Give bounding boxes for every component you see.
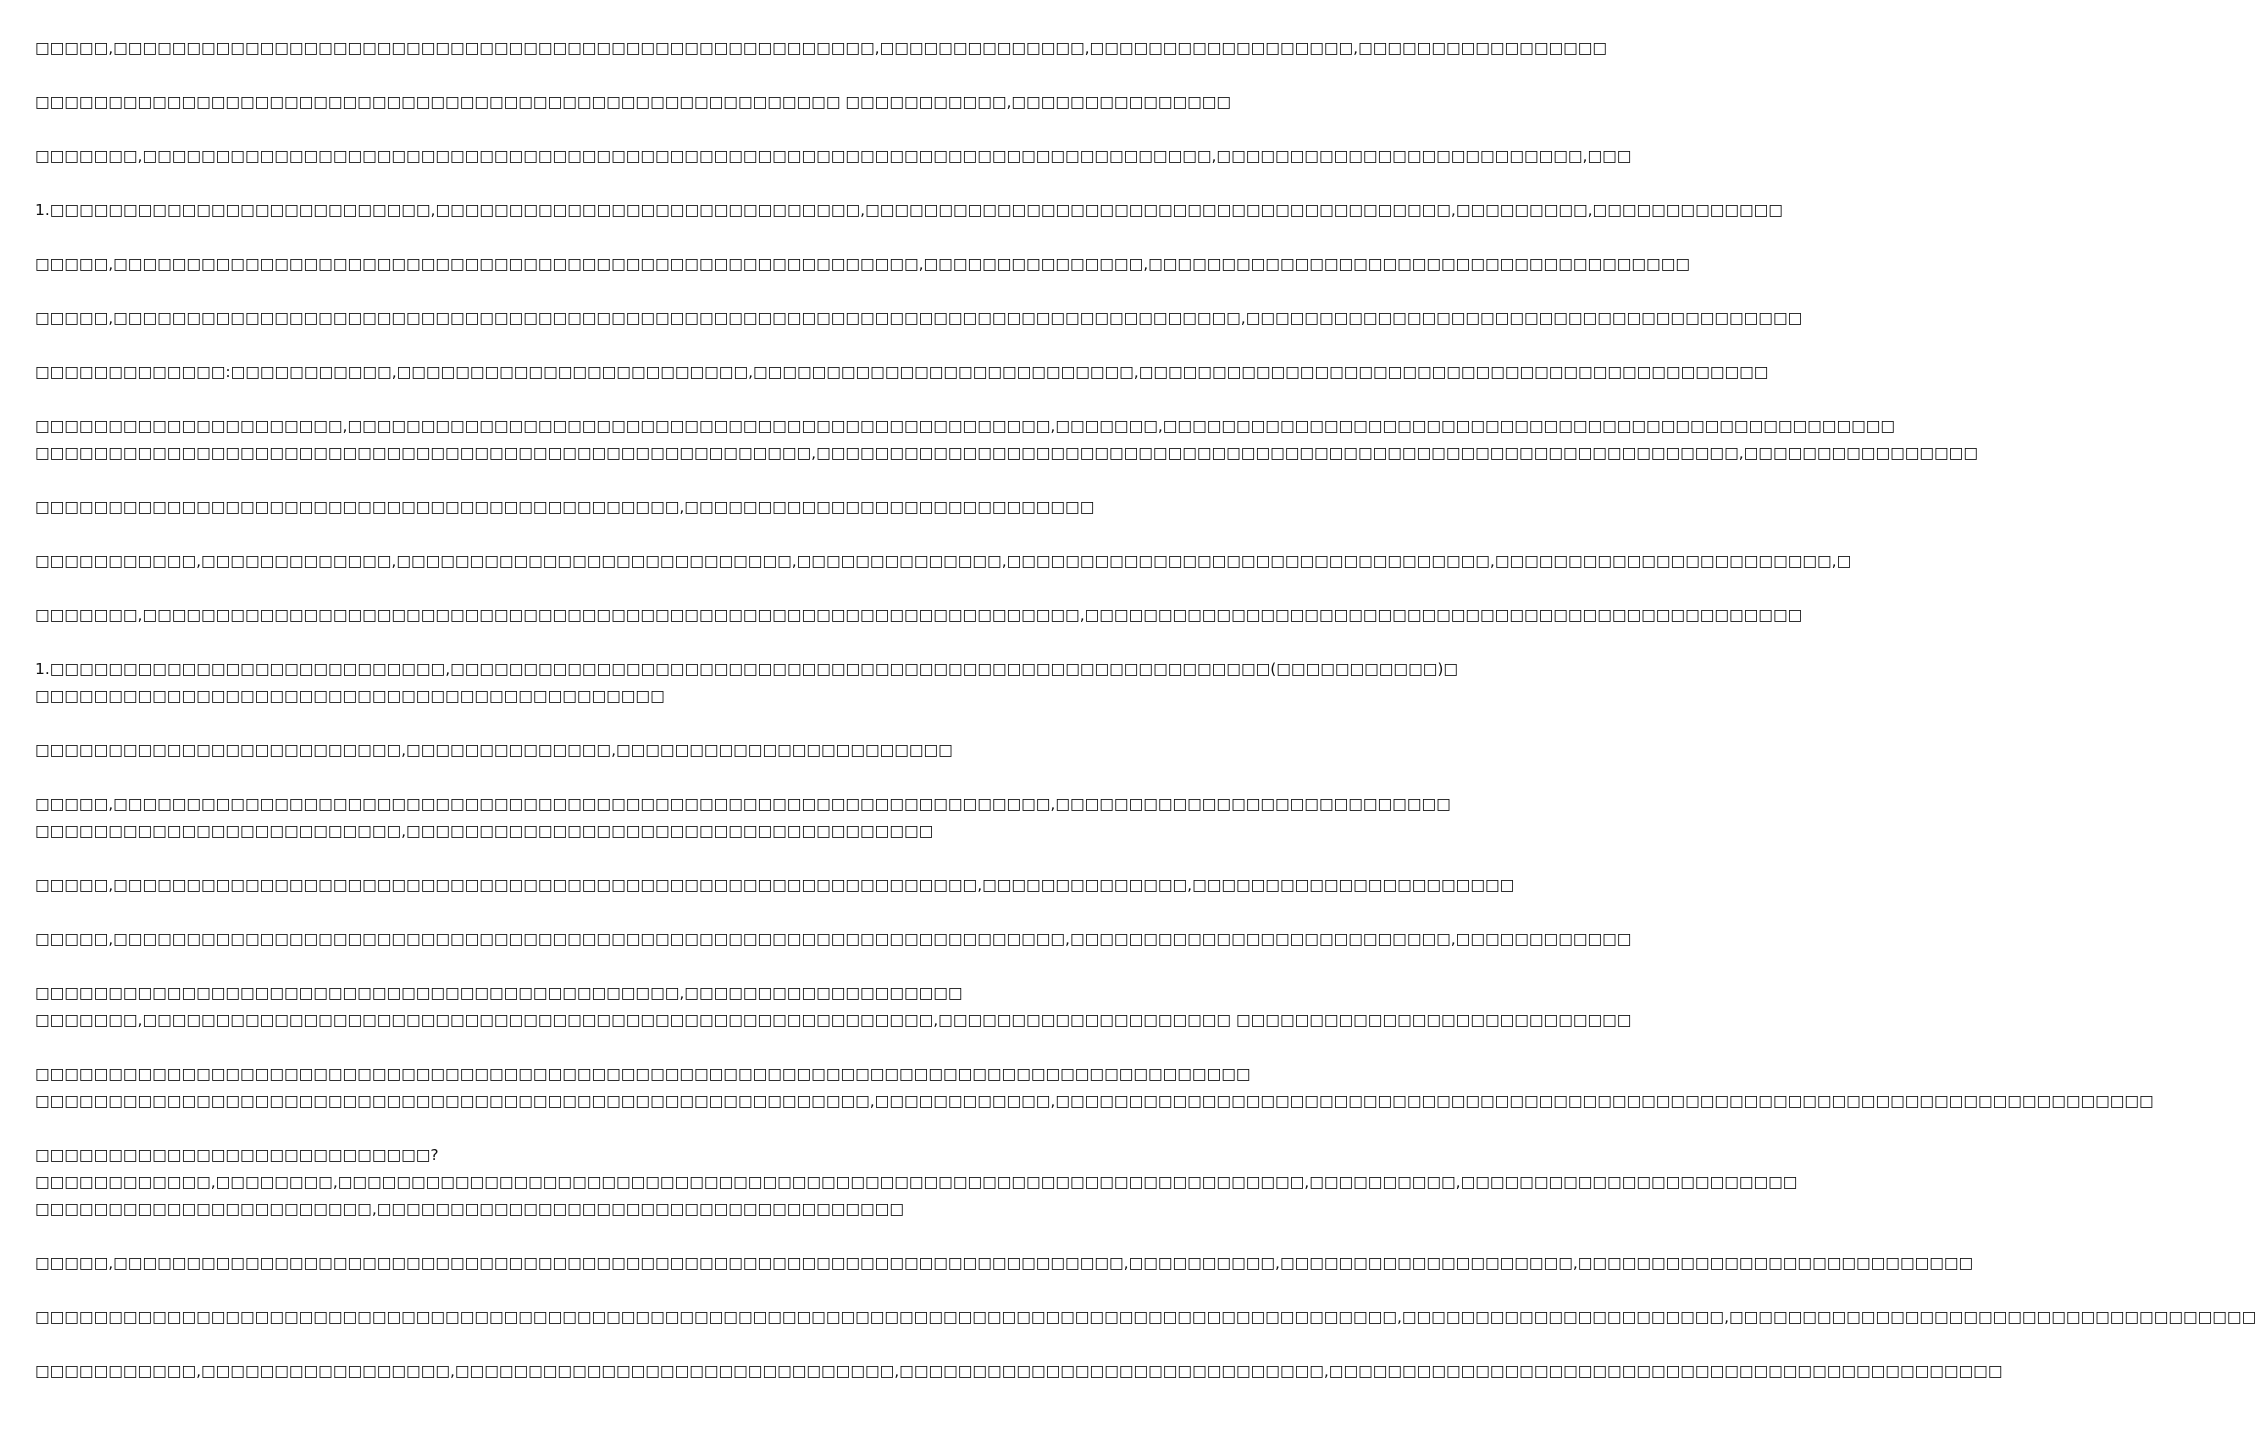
text-line: □□□□□□□,□□□□□□□□□□□□□□□□□□□□□□□□□□□□□□□□□□□□□□□□□□□□□□□□□□□□□□□□□□□□□□□□□□□□□□□□□,□□□□□□□□□□□□□□□□□□□□□□□□□,□□□ bbox=[35, 147, 1632, 165]
text-line: □□□□□□□,□□□□□□□□□□□□□□□□□□□□□□□□□□□□□□□□□□□□□□□□□□□□□□□□□□□□□□□□□□□□□□□□,□□□□□□□□□□□□□□□□□□□□□□□□□□□□□□□□□□□□□□□□□□□□□□□□□ bbox=[35, 606, 1803, 624]
paragraph bbox=[35, 413, 1978, 467]
paragraph bbox=[35, 872, 1515, 899]
text-line: □□□□□□□□□□□□□□□□□□□□□□□□□,□□□□□□□□□□□□□□□□□□□□□□□□□□□□□□□□□□□□ bbox=[35, 822, 934, 840]
text-line: □□□□□□□□□□□□□□□□□□□□□□□□□□□□□□□□□□□□□□□□□□□□□□□□□□□□□□□□□□□□□□□□□□□□□□□□□□□□□□□□□□□ bbox=[35, 1065, 1251, 1083]
paragraph bbox=[35, 737, 990, 764]
text-line: □□□□□,□□□□□□□□□□□□□□□□□□□□□□□□□□□□□□□□□□□□□□□□□□□□□□□□□□□□□□□□□□□,□□□□□□□□□□□□□□,□□□□□□□□□□□□□□□□□□□□□□ bbox=[35, 876, 1515, 894]
paragraph bbox=[35, 251, 1690, 278]
paragraph bbox=[35, 791, 1451, 845]
text-line: □□□□□□□□□□□□□□□□□□□□□□□,□□□□□□□□□□□□□□□□□□□□□□□□□□□□□□□□□□□□ bbox=[35, 1200, 904, 1218]
paragraph bbox=[35, 305, 1803, 332]
text-line: □□□□□□□□□□□□□□□□□□□□□,□□□□□□□□□□□□□□□□□□□□□□□□□□□□□□□□□□□□□□□□□□□□□□□□,□□□□□□□,□□□□□□□□□□□□□□□□□□□□□□□□□□□□□□□□□□□□□□□□□□□□□□□□□□ bbox=[35, 417, 1896, 435]
text-line: □□□□□□□□□□□,□□□□□□□□□□□□□,□□□□□□□□□□□□□□□□□□□□□□□□□□□,□□□□□□□□□□□□□□,□□□□□□□□□□□□□□□□□□□□□□□□□□□□□□□□□,□□□□□□□□□□□□□□□□□□□□□□□,□ bbox=[35, 552, 1852, 570]
document-body bbox=[35, 35, 2256, 1412]
text-line: □□□□□□□,□□□□□□□□□□□□□□□□□□□□□□□□□□□□□□□□□□□□□□□□□□□□□□□□□□□□□□,□□□□□□□□□□□□□□□□□□□□ □□□□□□□□□□□□□□□□□□□□□□□□□□□ bbox=[35, 1011, 1632, 1029]
paragraph bbox=[35, 1142, 1798, 1223]
paragraph bbox=[35, 143, 1632, 170]
text-line: □□□□□,□□□□□□□□□□□□□□□□□□□□□□□□□□□□□□□□□□□□□□□□□□□□□□□□□□□□□□□□□□□□□□□□□,□□□□□□□□□□□□□□□□□□□□□□□□□□,□□□□□□□□□□□□ bbox=[35, 930, 1632, 948]
paragraph bbox=[35, 35, 1608, 62]
text-line: □□□□□□□□□□□□□□□□□□□□□□□□□□□□□□□□□□□□□□□□□□□□□□□□□□□□□□□□□□□□□□□□□□□□□□□□□□□□□□□□□□□□□□□□□□□□□,□□□□□□□□□□□□□□□□□□□□□□,□□□□□□□□□□□□□□□□□□□□□□□□□□□□□□□□□□□□ bbox=[35, 1308, 2256, 1326]
text-line: □□□□□,□□□□□□□□□□□□□□□□□□□□□□□□□□□□□□□□□□□□□□□□□□□□□□□□□□□□□□□□□□□□□□□□,□□□□□□□□□□□□□□□□□□□□□□□□□□□ bbox=[35, 795, 1451, 813]
paragraph bbox=[35, 494, 1095, 521]
paragraph bbox=[35, 1250, 1974, 1277]
text-line: 1.□□□□□□□□□□□□□□□□□□□□□□□□□□□,□□□□□□□□□□□□□□□□□□□□□□□□□□□□□□□□□□□□□□□□□□□□□□□□□□□□□□□□(□□□□□□□□□□□)□ bbox=[35, 660, 1459, 678]
text-line: □□□□□□□□□□□□□□□□□□□□□□□□□□□□□□□□□□□□□□□□□□□□,□□□□□□□□□□□□□□□□□□□ bbox=[35, 984, 963, 1002]
paragraph bbox=[35, 1304, 2256, 1331]
text-line: □□□□□□□□□□□,□□□□□□□□□□□□□□□□□,□□□□□□□□□□□□□□□□□□□□□□□□□□□□□□,□□□□□□□□□□□□□□□□□□□□□□□□□□□□□,□□□□□□□□□□□□□□□□□□□□□□□□□□□□□□□□□□□□□□□□□□□□□□ bbox=[35, 1362, 2003, 1380]
text-line: □□□□□,□□□□□□□□□□□□□□□□□□□□□□□□□□□□□□□□□□□□□□□□□□□□□□□□□□□□□□□□□□□□□□□□□□□□□,□□□□□□□□□□,□□□□□□□□□□□□□□□□□□□□,□□□□□□□□□□□□□□□□□□□□□□□□□□□ bbox=[35, 1254, 1974, 1272]
paragraph bbox=[35, 1358, 2003, 1385]
paragraph bbox=[35, 656, 1459, 710]
text-line: □□□□□□□□□□□□□□□□□□□□□□□□□□□□□□□□□□□□□□□□□□□□□□□□□□□□□□□ □□□□□□□□□□□,□□□□□□□□□□□□□□□ bbox=[35, 93, 1232, 111]
text-line: 1.□□□□□□□□□□□□□□□□□□□□□□□□□□,□□□□□□□□□□□□□□□□□□□□□□□□□□□□□,□□□□□□□□□□□□□□□□□□□□□□□□□□□□□□□□□□□□□□□□,□□□□□□□□□,□□□□□□□□□□□□□ bbox=[35, 201, 1783, 219]
paragraph bbox=[35, 1061, 2154, 1115]
text-line: □□□□□□□□□□□□□□□□□□□□□□□□□□□□□□□□□□□□□□□□□□□□,□□□□□□□□□□□□□□□□□□□□□□□□□□□□ bbox=[35, 498, 1095, 516]
text-line: □□□□□□□□□□□□□□□□□□□□□□□□□□□□□□□□□□□□□□□□□□□□□□□□□□□□□□□□□,□□□□□□□□□□□□,□□□□□□□□□□□□□□□□□□□□□□□□□□□□□□□□□□□□□□□□□□□□□□□□□□□□□□□□□□□□□□□□□□□□□□□□□□□ bbox=[35, 1092, 2154, 1110]
paragraph bbox=[35, 89, 1232, 116]
paragraph bbox=[35, 926, 1632, 953]
paragraph bbox=[35, 359, 1769, 386]
paragraph bbox=[35, 980, 1632, 1034]
text-line: □□□□□□□□□□□□□□□□□□□□□□□□□□□? bbox=[35, 1146, 439, 1164]
paragraph bbox=[35, 197, 1783, 224]
text-line: □□□□□,□□□□□□□□□□□□□□□□□□□□□□□□□□□□□□□□□□□□□□□□□□□□□□□□□□□□□□□□□□□□□□□□□□□□□□□□□□□□□,□□□□□□□□□□□□□□□□□□□□□□□□□□□□□□□□□□□□□□ bbox=[35, 309, 1803, 327]
paragraph bbox=[35, 548, 1852, 575]
text-line: □□□□□□□□□□□□□:□□□□□□□□□□□,□□□□□□□□□□□□□□□□□□□□□□□□,□□□□□□□□□□□□□□□□□□□□□□□□□□,□□□□□□□□□□□□□□□□□□□□□□□□□□□□□□□□□□□□□□□□□□□ bbox=[35, 363, 1769, 381]
paragraph bbox=[35, 602, 1803, 629]
text-line: □□□□□□□□□□□□,□□□□□□□□,□□□□□□□□□□□□□□□□□□□□□□□□□□□□□□□□□□□□□□□□□□□□□□□□□□□□□□□□□□□□□□□□□□,□□□□□□□□□□,□□□□□□□□□□□□□□□□□□□□□□□ bbox=[35, 1173, 1798, 1191]
text-line: □□□□□□□□□□□□□□□□□□□□□□□□□□□□□□□□□□□□□□□□□□□ bbox=[35, 687, 665, 705]
text-line: □□□□□□□□□□□□□□□□□□□□□□□□□□□□□□□□□□□□□□□□□□□□□□□□□□□□□,□□□□□□□□□□□□□□□□□□□□□□□□□□□□□□□□□□□□□□□□□□□□□□□□□□□□□□□□□□□□□□□,□□□□□□□□□□□□□□□□ bbox=[35, 444, 1978, 462]
text-line: □□□□□,□□□□□□□□□□□□□□□□□□□□□□□□□□□□□□□□□□□□□□□□□□□□□□□□□□□□,□□□□□□□□□□□□□□,□□□□□□□□□□□□□□□□□□,□□□□□□□□□□□□□□□□□ bbox=[35, 39, 1608, 57]
text-line: □□□□□□□□□□□□□□□□□□□□□□□□□,□□□□□□□□□□□□□□,□□□□□□□□□□□□□□□□□□□□□□□ bbox=[35, 741, 953, 759]
text-line: □□□□□,□□□□□□□□□□□□□□□□□□□□□□□□□□□□□□□□□□□□□□□□□□□□□□□□□□□□□□□,□□□□□□□□□□□□□□□,□□□□□□□□□□□□□□□□□□□□□□□□□□□□□□□□□□□□□ bbox=[35, 255, 1690, 273]
